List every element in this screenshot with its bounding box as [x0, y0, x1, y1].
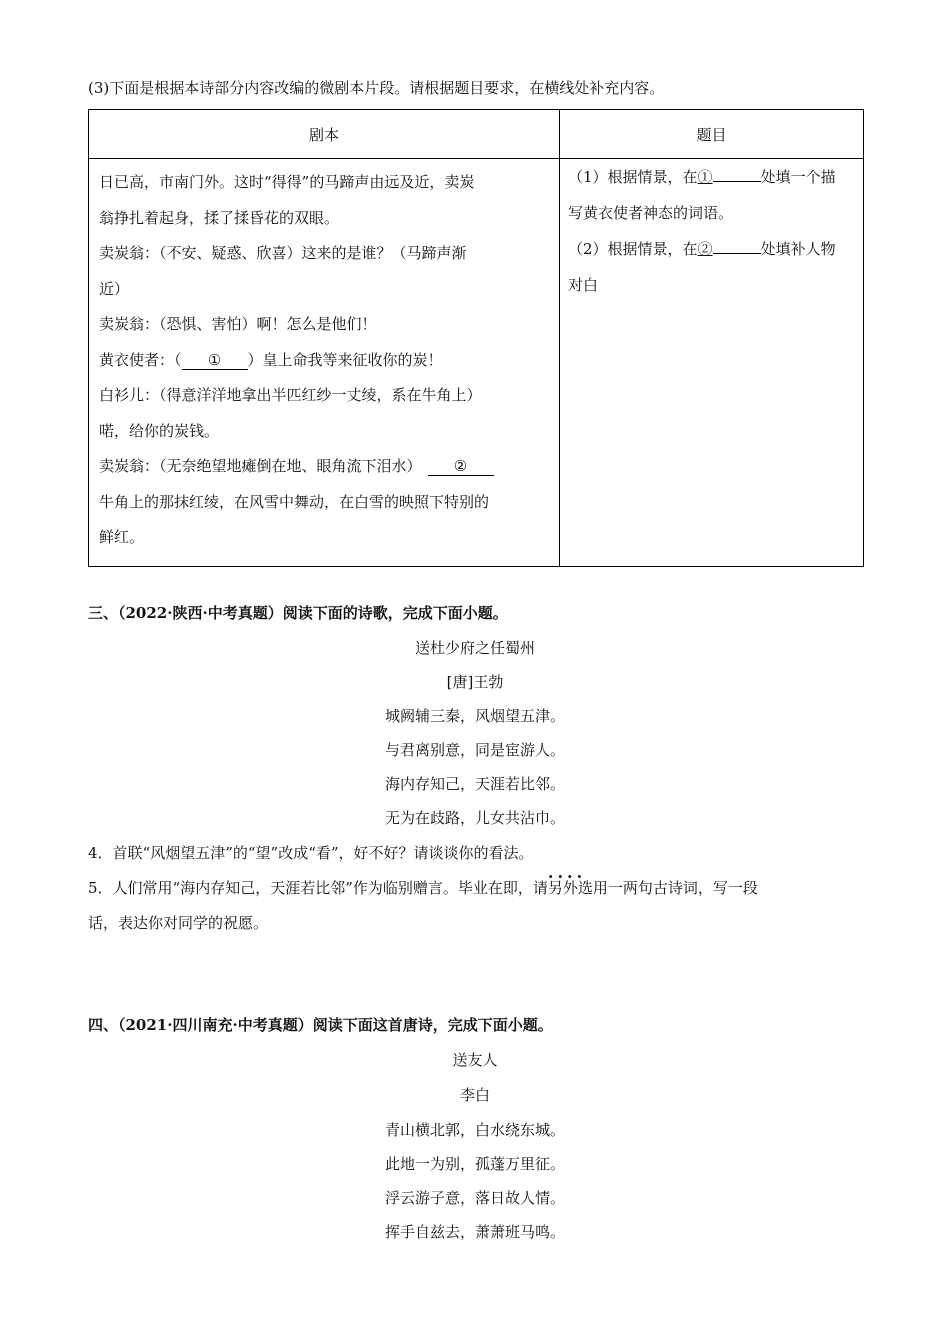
q2-blank	[713, 235, 761, 254]
script-line: 白衫儿：（得意洋洋地拿出半匹红纱一丈绫，系在牛角上）	[99, 386, 482, 404]
script-line: 卖炭翁：（恐惧、害怕）啊！怎么是他们！	[99, 315, 377, 333]
poem-author: 李白	[459, 1086, 490, 1104]
poem-line: 海内存知己，天涯若比邻。	[384, 775, 565, 793]
poem-line: 与君离别意，同是宦游人。	[384, 741, 565, 759]
q1-mark: ①	[697, 168, 713, 186]
question-4: 4．首联“风烟望五津”的“望”改成“看”，好不好？请谈谈你的看法。	[88, 844, 534, 862]
poem-author: [唐]王勃	[446, 673, 504, 691]
question-1-line-2: 写黄衣使者神态的词语。	[568, 204, 734, 222]
script-line: 喏，给你的炭钱。	[99, 421, 220, 440]
question-3-intro: (3)下面是根据本诗部分内容改编的微剧本片段。请根据题目要求，在横线处补充内容。	[88, 79, 665, 97]
poem-title: 送杜少府之任蜀州	[414, 639, 535, 657]
q1-text-b: 处填一个描	[760, 168, 836, 186]
old-man-prefix: 卖炭翁：（无奈绝望地瘫倒在地、眼角流下泪水）	[99, 457, 422, 475]
poem-title: 送友人	[452, 1051, 498, 1069]
q5-emphasis: ···· 另外选用	[548, 879, 608, 897]
question-5-line-1	[88, 878, 758, 898]
envoy-line	[99, 343, 549, 379]
poem-line: 无为在歧路，儿女共沾巾。	[384, 809, 565, 827]
q1-text-a: （1）根据情景，在	[568, 168, 698, 186]
header-question: 题目	[560, 110, 864, 159]
script-line: 鲜红。	[99, 528, 145, 546]
question-1-line	[568, 159, 855, 195]
blank-2: ②	[428, 457, 494, 476]
section-4-heading: 四、（2021·四川南充·中考真题）阅读下面这首唐诗，完成下面小题。	[88, 1016, 553, 1034]
q5-text-b: 一两句古诗词，写一段	[607, 879, 758, 897]
q5-text-a: 5．人们常用“海内存知己，天涯若比邻”作为临别赠言。毕业在即，请	[88, 879, 548, 897]
script-table	[88, 109, 864, 567]
q2-text-a: （2）根据情景，在	[568, 240, 698, 258]
envoy-suffix: ）皇上命我等来征收你的炭！	[247, 350, 443, 369]
question-cell	[560, 159, 864, 567]
poem-line: 城阙辅三秦，风烟望五津。	[384, 707, 565, 725]
q1-blank	[713, 163, 761, 182]
script-line: 近）	[99, 279, 130, 298]
script-line: 日已高，市南门外。这时“得得”的马蹄声由远及近，卖炭	[99, 173, 475, 191]
blank-1: ①	[182, 351, 248, 370]
question-2-line	[568, 231, 855, 267]
script-cell	[89, 159, 560, 567]
poem-line: 挥手自兹去，萧萧班马鸣。	[384, 1223, 565, 1241]
poem-line: 此地一为别，孤蓬万里征。	[384, 1155, 565, 1173]
script-line: 牛角上的那抹红绫，在风雪中舞动，在白雪的映照下特别的	[99, 492, 490, 511]
question-5-line-2: 话，表达你对同学的祝愿。	[88, 914, 269, 932]
section-3-heading: 三、（2022·陕西·中考真题）阅读下面的诗歌，完成下面小题。	[88, 604, 508, 622]
script-line: 卖炭翁：（不安、疑惑、欣喜）这来的是谁？（马蹄声渐	[99, 244, 467, 262]
old-man-line	[99, 449, 549, 485]
q2-text-b: 处填补人物	[760, 240, 836, 258]
poem-line: 青山横北郭，白水绕东城。	[384, 1121, 565, 1139]
poem-line: 浮云游子意，落日故人情。	[384, 1189, 565, 1207]
q2-mark: ②	[697, 240, 713, 258]
question-2-line-2: 对白	[568, 276, 599, 294]
header-script: 剧本	[89, 110, 560, 159]
envoy-prefix: 黄衣使者：（	[99, 350, 182, 369]
script-line: 翁挣扎着起身，揉了揉昏花的双眼。	[99, 208, 340, 227]
